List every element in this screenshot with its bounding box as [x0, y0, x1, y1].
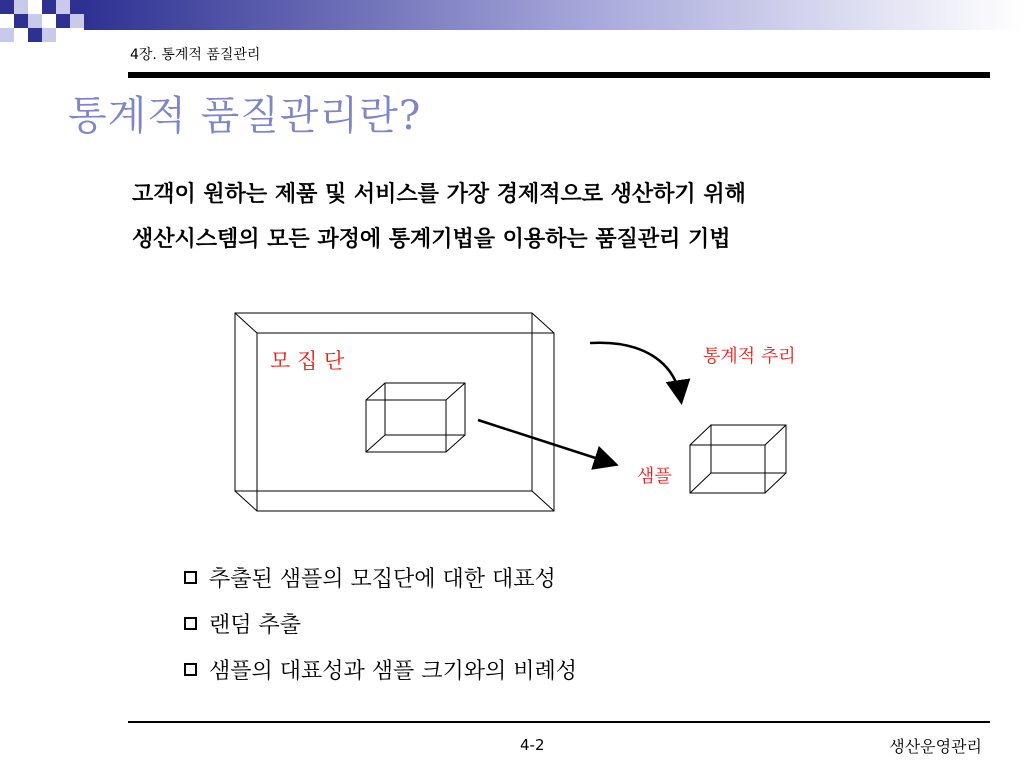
definition-line-2: 생산시스템의 모든 과정에 통계기법을 이용하는 품질관리 기법	[132, 226, 731, 252]
sample-box	[690, 425, 786, 493]
course-name: 생산운영관리	[889, 737, 982, 756]
bullet-text: 샘플의 대표성과 샘플 크기와의 비례성	[209, 658, 578, 684]
sample-label: 샘플	[637, 466, 672, 487]
list-item	[184, 600, 577, 646]
inner-sample-box	[366, 383, 465, 452]
bullet-list	[184, 554, 577, 692]
slide-title: 통계적 품질관리란?	[68, 93, 422, 139]
bullet-text: 랜덤 추출	[209, 612, 302, 638]
bottom-rule	[128, 721, 990, 723]
list-item	[184, 554, 577, 600]
chapter-header: 4장. 통계적 품질관리	[130, 47, 261, 63]
definition-line-1: 고객이 원하는 제품 및 서비스를 가장 경제적으로 생산하기 위해	[132, 181, 746, 207]
checkbox-bullet-icon	[184, 617, 197, 630]
population-box	[235, 313, 554, 511]
checkbox-bullet-icon	[184, 571, 197, 584]
inference-arrow	[590, 343, 681, 400]
inference-label: 통계적 추리	[703, 346, 796, 367]
list-item	[184, 646, 577, 692]
bullet-text: 추출된 샘플의 모집단에 대한 대표성	[209, 566, 556, 592]
population-label: 모 집 단	[270, 349, 345, 373]
checkbox-bullet-icon	[184, 663, 197, 676]
sampling-arrow	[478, 420, 614, 464]
page-number: 4-2	[520, 736, 545, 754]
